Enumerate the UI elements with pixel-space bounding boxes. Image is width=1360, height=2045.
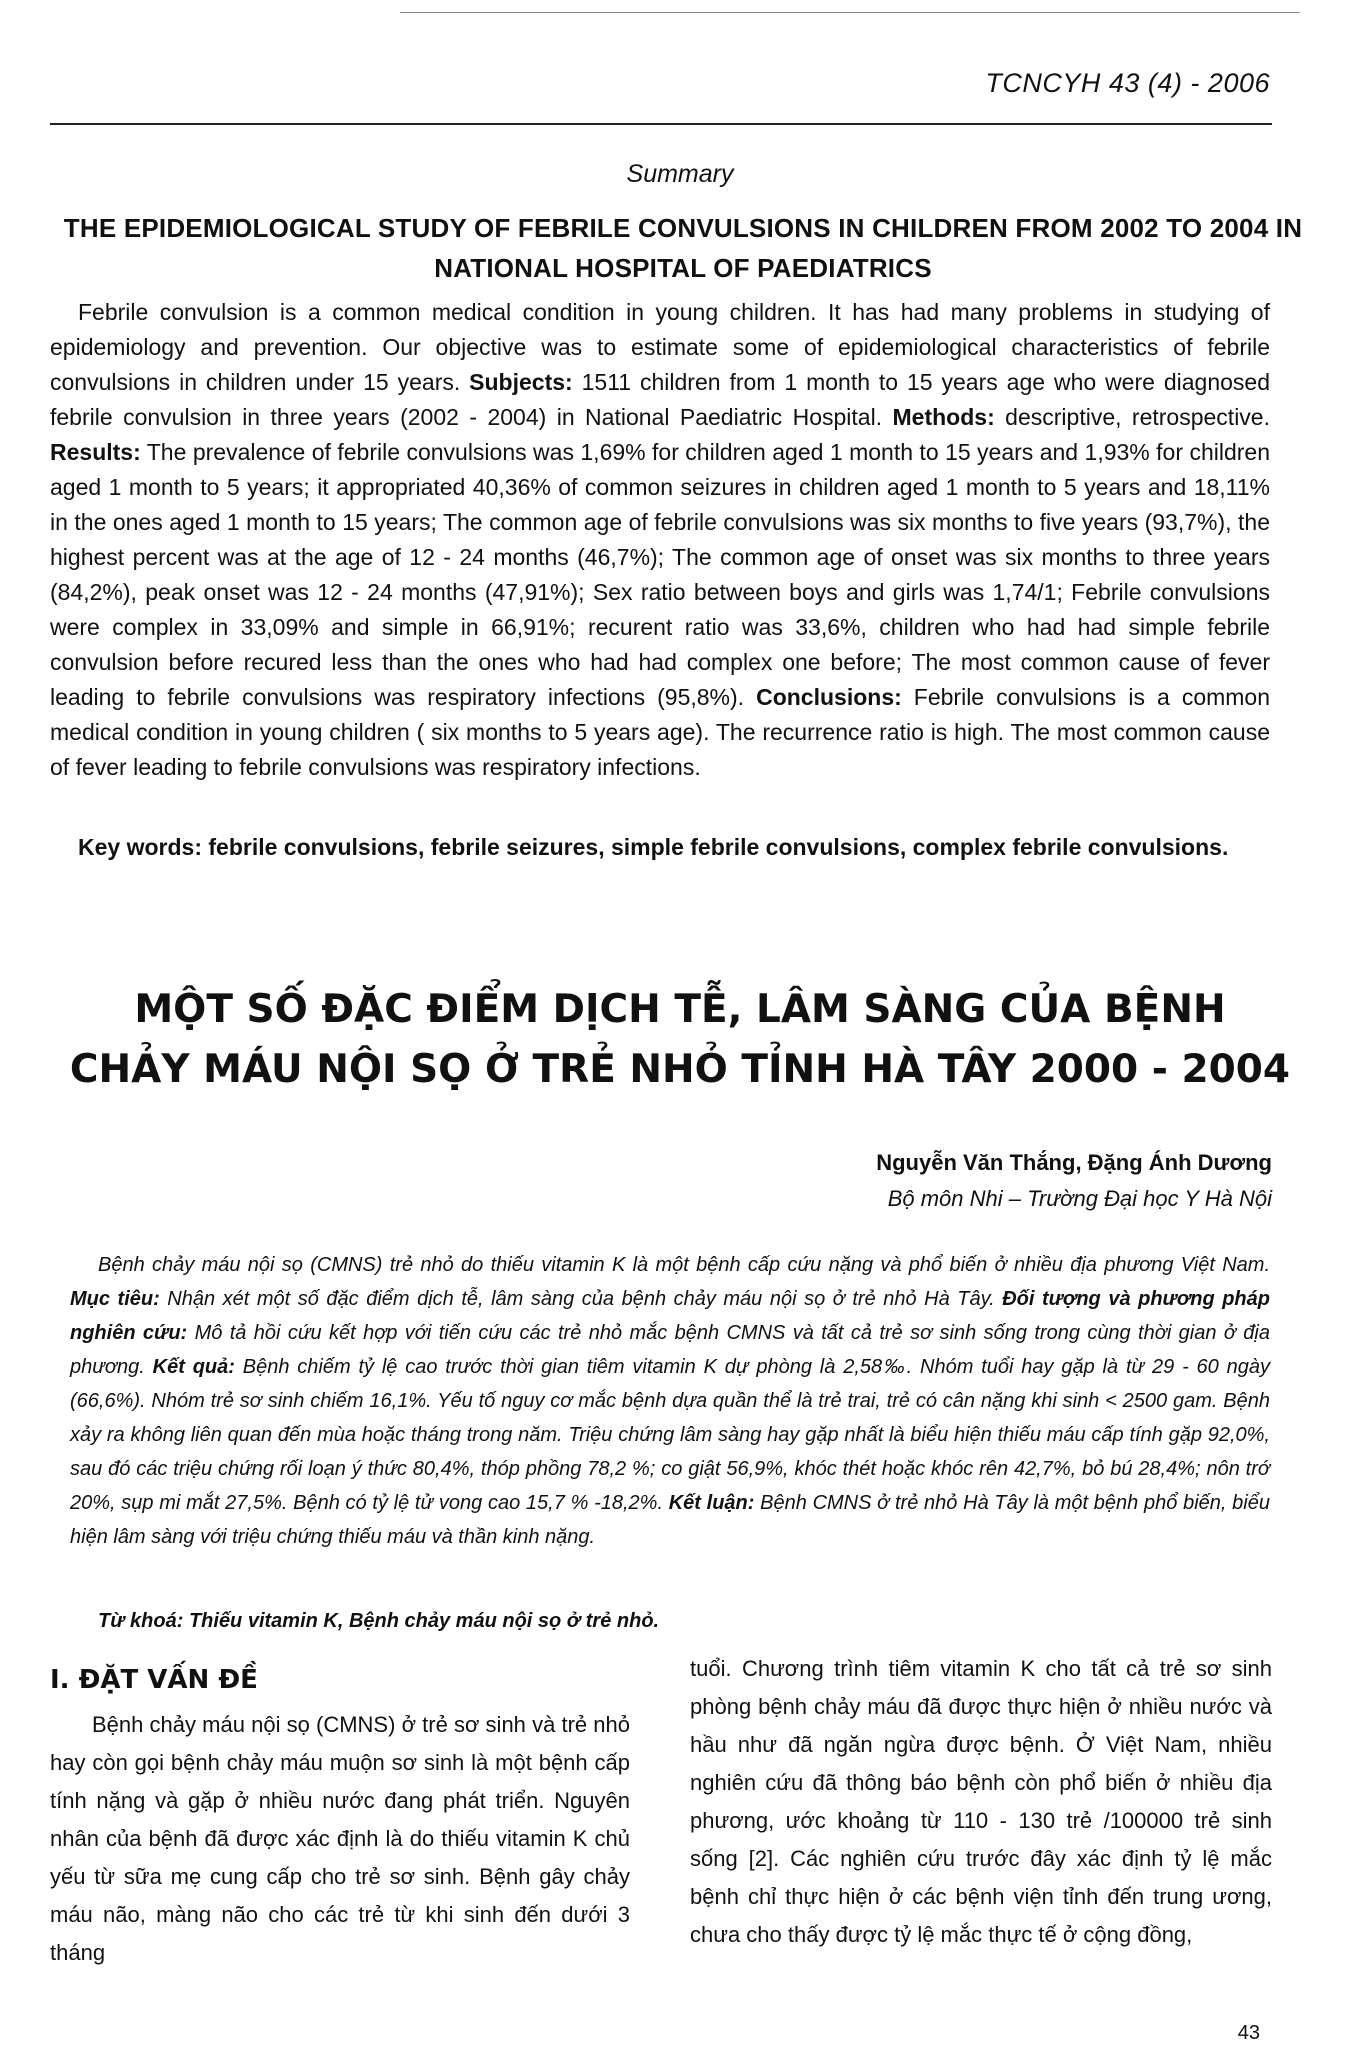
conclusions-text: Febrile convulsions is a common medical condition in young children ( six months to 5 years age). The recurrence ratio is high. The most common cause of fever leading to febrile convulsions was respiratory infections. [50, 684, 1271, 780]
english-abstract-paragraph [50, 295, 1270, 785]
body-paragraph-continued: tuổi. Chương trình tiêm vitamin K cho tất cả trẻ sơ sinh phòng bệnh chảy máu đã được thực hiện ở nhiều nước và hầu như đã ngăn ngừa được bệnh. Ở Việt Nam, nhiều nghiên cứu đã thông báo bệnh còn phổ biến ở nhiều địa phương, ước khoảng từ 110 - 130 trẻ /100000 trẻ sinh sống [2]. Các nghiên cứu trước đây xác định tỷ lệ mắc bệnh chỉ thực hiện ở các bệnh viện tỉnh đến trung ương, chưa cho thấy được tỷ lệ mắc thực tế ở cộng đồng, [690, 1656, 1272, 1947]
journal-reference: TCNCYH 43 (4) - 2006 [985, 68, 1270, 98]
vietnamese-abstract [70, 1248, 1270, 1554]
body-paragraph: Bệnh chảy máu nội sọ (CMNS) ở trẻ sơ sinh và trẻ nhỏ hay còn gọi bệnh chảy máu muộn sơ sinh là một bệnh cấp tính nặng và gặp ở nhiều nước đang phát triển. Nguyên nhân của bệnh đã được xác định là do thiếu vitamin K chủ yếu từ sữa mẹ cung cấp cho trẻ sơ sinh. Bệnh gây chảy máu não, màng não cho các trẻ từ khi sinh đến dưới 3 tháng [50, 1712, 630, 1965]
vn-conclusion-text: Bệnh CMNS ở trẻ nhỏ Hà Tây là một bệnh phổ biến, biểu hiện lâm sàng với triệu chứng thiếu máu và thần kinh nặng. [70, 1492, 1270, 1548]
results-label: Results: [50, 439, 141, 465]
vn-result-text: Bệnh chiếm tỷ lệ cao trước thời gian tiêm vitamin K dự phòng là 2,58‰. Nhóm tuổi hay gặp là từ 29 - 60 ngày (66,6%). Nhóm trẻ sơ sinh chiếm 16,1%. Yếu tố nguy cơ mắc bệnh dựa quần thể là trẻ trai, trẻ có cân nặng khi sinh < 2500 gam. Bệnh xảy ra không liên quan đến mùa hoặc tháng trong năm. Triệu chứng lâm sàng hay gặp nhất là biểu hiện thiếu máu cấp tính gặp 92,0%, sau đó các triệu chứng rối loạn ý thức 80,4%, thóp phồng 78,2 %; co giật 56,9%, khóc thét hoặc khóc rên 42,7%, bỏ bú 28,4%; nôn trớ 20%, sụp mi mắt 27,5%. Bệnh có tỷ lệ tử vong cao 15,7 % -18,2%. [70, 1356, 1270, 1514]
vn-goal-label: Mục tiêu: [70, 1288, 160, 1310]
vn-goal-text: Nhận xét một số đặc điểm dịch tễ, lâm sàng của bệnh chảy máu nội sọ ở trẻ nhỏ Hà Tây. [159, 1288, 1003, 1310]
page-number: 43 [1237, 2022, 1260, 2044]
subjects-label: Subjects: [469, 369, 573, 395]
vietnamese-keywords: Từ khoá: Thiếu vitamin K, Bệnh chảy máu nội sọ ở trẻ nhỏ. [98, 1610, 660, 1632]
english-keywords: Key words: febrile convulsions, febrile seizures, simple febrile convulsions, complex febrile convulsions. [78, 834, 1229, 860]
body-column-left [50, 1650, 630, 1972]
affiliation: Bộ môn Nhi – Trường Đại học Y Hà Nội [887, 1186, 1272, 1211]
vn-abstract-intro: Bệnh chảy máu nội sọ (CMNS) trẻ nhỏ do thiếu vitamin K là một bệnh cấp cứu nặng và phổ biến ở nhiều địa phương Việt Nam. [98, 1254, 1270, 1276]
subjects-text: 1511 children from 1 month to 15 years age who were diagnosed febrile convulsion in three years (2002 - 2004) in National Paediatric Hospital. [50, 369, 1270, 430]
article-title-line-1: MỘT SỐ ĐẶC ĐIỂM DỊCH TỄ, LÂM SÀNG CỦA BỆNH [134, 987, 1226, 1032]
english-title: THE EPIDEMIOLOGICAL STUDY OF FEBRILE CONVULSIONS IN CHILDREN FROM 2002 TO 2004 IN NATIONAL HOSPITAL OF PAEDIATRICS [63, 213, 1303, 283]
body-column-right [690, 1650, 1272, 1954]
authors: Nguyễn Văn Thắng, Đặng Ánh Dương [876, 1150, 1272, 1175]
vietnamese-abstract-paragraph [70, 1248, 1270, 1554]
vn-result-label: Kết quả: [152, 1356, 235, 1378]
conclusions-label: Conclusions: [756, 684, 902, 710]
summary-label: Summary [626, 160, 734, 188]
methods-label: Methods: [892, 404, 995, 430]
article-title [0, 980, 1360, 1100]
english-abstract [50, 295, 1270, 785]
vn-conclusion-label: Kết luận: [668, 1492, 755, 1514]
top-rule [400, 12, 1300, 13]
results-text: The prevalence of febrile convulsions was 1,69% for children aged 1 month to 15 years and 1,93% for children aged 1 month to 5 years; it appropriated 40,36% of common seizures in children aged 1 month to 5 years and 18,11% in the ones aged 1 month to 15 years; The common age of febrile convulsions was six months to five years (93,7%), the highest percent was at the age of 12 - 24 months (46,7%); The common age of onset was six months to three years (84,2%), peak onset was 12 - 24 months (47,91%); Sex ratio between boys and girls was 1,74/1; Febrile convulsions were complex in 33,09% and simple in 66,91%; recurent ratio was 33,6%, children who had had simple febrile convulsion before recured less than the ones who had had complex one before; The most common cause of fever leading to febrile convulsions was respiratory infections (95,8%). [50, 439, 1270, 710]
section-heading: I. ĐẶT VẤN ĐỀ [50, 1665, 258, 1695]
header-rule [50, 123, 1272, 125]
vn-method-text: Mô tả hồi cứu kết hợp với tiến cứu các trẻ nhỏ mắc bệnh CMNS và tất cả trẻ sơ sinh sống trong cùng thời gian ở địa phương. [70, 1322, 1270, 1378]
methods-text: descriptive, retrospective. [994, 404, 1270, 430]
abstract-intro: Febrile convulsion is a common medical condition in young children. It has had many problems in studying of epidemiology and prevention. Our objective was to estimate some of epidemiological characteristics of febrile convulsions in children under 15 years. [50, 299, 1270, 395]
vn-method-label: Đối tượng và phương pháp nghiên cứu: [70, 1288, 1270, 1344]
article-title-line-2: CHẢY MÁU NỘI SỌ Ở TRẺ NHỎ TỈNH HÀ TÂY 2000 - 2004 [69, 1047, 1291, 1092]
